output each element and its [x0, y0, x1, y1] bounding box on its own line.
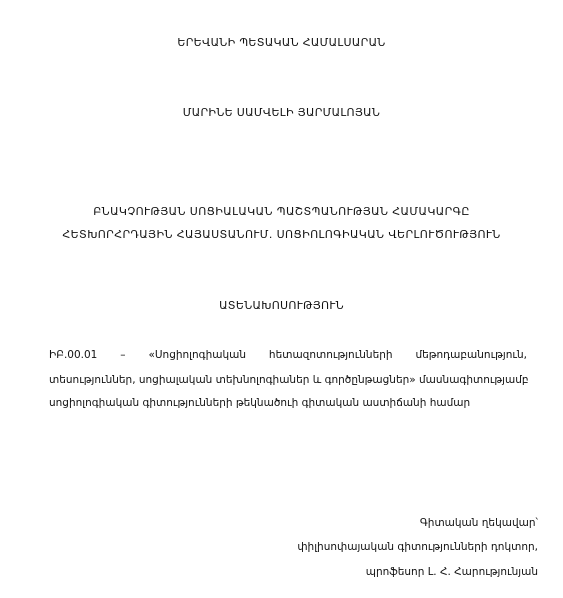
thesis-title-line-1: ԲՆԱԿՉՈՒԹՅԱՆ ՍՈՑԻԱԼԱԿԱՆ ՊԱՇՏՊԱՆՈՒԹՅԱՆ ՀԱՄԱԿԱՐԳԸ [93, 205, 470, 218]
specialty-dash: – [120, 349, 126, 361]
supervisor-name: պրոֆեսոր Լ. Հ. Հարությունյան [365, 566, 538, 578]
supervisor-label: Գիտական ղեկավար՝ [419, 517, 538, 529]
specialty-line-3: սոցիոլոգիական գիտությունների թեկնածուի գիտական աստիճանի համար [49, 397, 471, 409]
specialty-line-2: տեսություններ, սոցիալական տեխնոլոգիաներ և գործընթացներ» մասնագիտությամբ [49, 374, 529, 386]
specialty-word-3: մեթոդաբանություն, [415, 349, 527, 361]
author-name: ՄԱՐԻՆԵ ՍԱՄՎԵԼԻ ՅԱՐՄԱԼՈՅԱՆ [182, 106, 381, 119]
specialty-word-2: հետազոտությունների [268, 349, 393, 361]
specialty-line-1 [49, 349, 527, 361]
thesis-title-line-2: ՀԵՏԽՈՐՀՐԴԱՅԻՆ ՀԱՅԱՍՏԱՆՈՒՄ. ՍՈՑԻՈԼՈԳԻԱԿԱՆ ՎԵՐԼՈՒԾՈՒԹՅՈՒՆ [62, 228, 501, 241]
specialty-code: ԻԲ.00.01 [49, 349, 98, 361]
university-name: ԵՐԵՎԱՆԻ ՊԵՏԱԿԱՆ ՀԱՄԱԼՍԱՐԱՆ [177, 36, 386, 49]
specialty-word-1: «Սոցիոլոգիական [148, 349, 246, 361]
supervisor-degree: փիլիսոփայական գիտությունների դոկտոր, [297, 541, 538, 553]
abstract-label: ԱՏԵՆԱԽՈՍՈՒԹՅՈՒՆ [219, 299, 344, 312]
